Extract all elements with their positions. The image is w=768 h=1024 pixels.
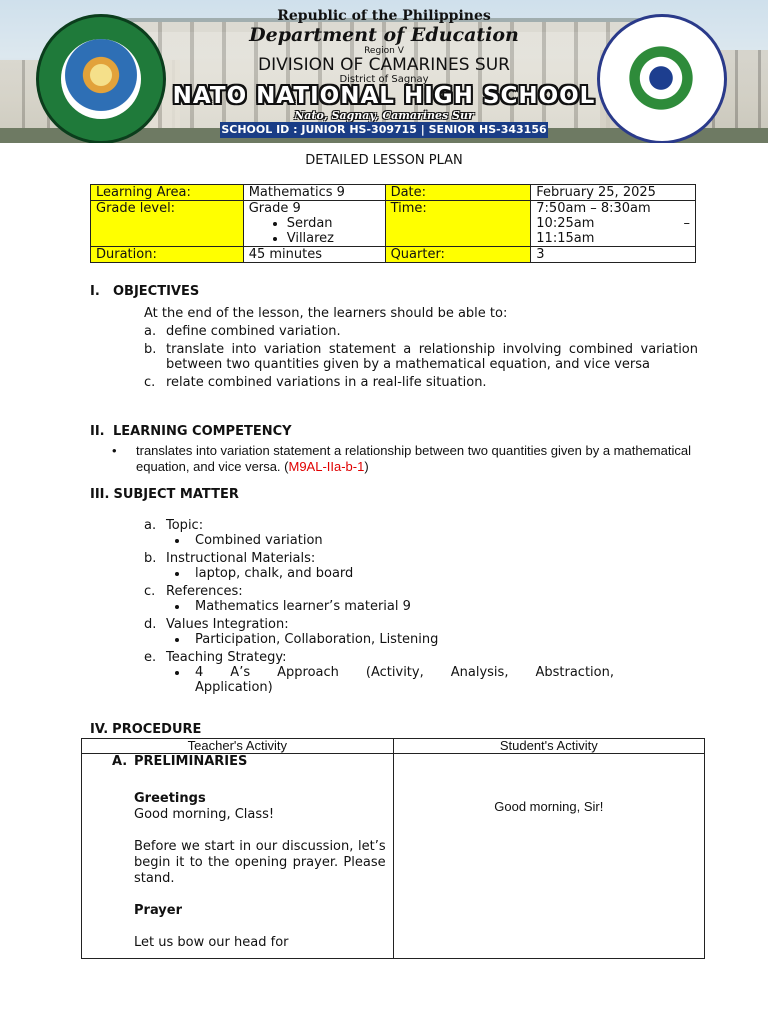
page-title: DETAILED LESSON PLAN <box>305 153 463 168</box>
greetings-text: Good morning, Class! <box>134 807 275 822</box>
list-item <box>144 324 698 339</box>
item-text: define combined variation. <box>166 324 341 339</box>
item-label: Values Integration: <box>166 617 289 632</box>
item-letter: a. <box>144 324 157 339</box>
list-item <box>144 551 614 581</box>
time-slot-2-end: 11:15am <box>536 231 595 246</box>
bullet-item: • laptop, chalk, and board <box>189 566 614 581</box>
header-republic: Republic of the Philippines <box>277 8 491 24</box>
procedure-heading <box>90 722 201 737</box>
section-title: PROCEDURE <box>112 722 202 737</box>
header-division: DIVISION OF CAMARINES SUR <box>258 55 510 75</box>
grade-cell <box>243 201 385 247</box>
grade-value: Grade 9 <box>248 201 301 216</box>
section-number: I. <box>90 284 100 299</box>
bullet-list <box>144 632 614 647</box>
bullet-item: • Combined variation <box>189 533 614 548</box>
header-region: Region V <box>364 46 404 56</box>
competency-code: M9AL-IIa-b-1 <box>288 459 365 474</box>
info-row <box>91 247 696 263</box>
duration-label: Duration: <box>91 247 244 263</box>
section-title: OBJECTIVES <box>113 284 200 299</box>
item-letter: c. <box>144 375 156 390</box>
section-number: IV. <box>90 722 109 737</box>
learning-area-value: Mathematics 9 <box>243 185 385 201</box>
bullet-list <box>144 566 614 581</box>
competency-heading <box>90 424 292 439</box>
student-activity-header: Student's Activity <box>393 739 704 754</box>
student-activity-cell <box>393 754 704 959</box>
time-label: Time: <box>385 201 531 247</box>
bullet-item: • Participation, Collaboration, Listening <box>189 632 614 647</box>
competency-text <box>136 443 700 475</box>
bullet-list <box>144 665 614 695</box>
date-value: February 25, 2025 <box>531 185 696 201</box>
subject-matter-heading <box>90 487 239 502</box>
item-label: Instructional Materials: <box>166 551 316 566</box>
item-letter: c. <box>144 584 156 599</box>
item-letter: b. <box>144 551 157 566</box>
list-item <box>144 375 698 390</box>
preliminaries-heading <box>112 754 386 769</box>
student-reply: Good morning, Sir! <box>494 799 604 814</box>
subject-matter-list <box>144 518 614 695</box>
list-item <box>144 342 698 372</box>
teacher-activity-header: Teacher's Activity <box>82 739 394 754</box>
header-school-name: NATO NATIONAL HIGH SCHOOL <box>172 83 596 109</box>
list-item <box>144 650 614 695</box>
objectives-heading <box>90 284 199 299</box>
prayer-heading: Prayer <box>134 903 183 918</box>
list-item <box>144 518 614 548</box>
objectives-intro: At the end of the lesson, the learners should be able to: <box>144 306 508 321</box>
header-banner <box>0 0 768 143</box>
opening-prayer-text: Before we start in our discussion, let’s begin it to the opening prayer. Please stand. <box>134 839 386 886</box>
header-deped: Department of Education <box>249 24 519 46</box>
procedure-table <box>81 738 705 959</box>
competency-item <box>112 443 700 475</box>
prayer-text: Let us bow our head for <box>134 935 289 950</box>
section-list <box>249 216 380 246</box>
greetings-heading: Greetings <box>134 791 206 806</box>
time-slot-1: 7:50am – 8:30am <box>536 201 651 216</box>
item-letter: d. <box>144 617 157 632</box>
time-cell <box>531 201 696 247</box>
quarter-value: 3 <box>531 247 696 263</box>
item-letter: e. <box>144 650 157 665</box>
competency-statement: translates into variation statement a relationship between two quantities given by a mathematical equation, and vice versa. ( <box>136 443 691 474</box>
time-slot-2-dash: – <box>683 216 690 231</box>
item-letter: a. <box>144 518 157 533</box>
time-slot-2 <box>536 216 690 231</box>
section-item: • Villarez <box>287 231 380 246</box>
table-row <box>82 754 705 959</box>
objectives-list <box>144 324 698 393</box>
bullet-icon: • <box>112 443 117 458</box>
competency-close: ) <box>364 459 369 474</box>
lesson-info-table <box>90 184 696 263</box>
info-row <box>91 201 696 247</box>
section-number: III. <box>90 487 110 502</box>
info-row <box>91 185 696 201</box>
header-address: Nato, Sagnay, Camarines Sur <box>294 109 474 122</box>
section-title: SUBJECT MATTER <box>113 487 239 502</box>
bullet-list <box>144 533 614 548</box>
bullet-list <box>144 599 614 614</box>
bullet-item: • Mathematics learner’s material 9 <box>189 599 614 614</box>
grade-label: Grade level: <box>91 201 244 247</box>
time-slot-2-start: 10:25am <box>536 216 595 231</box>
section-title: LEARNING COMPETENCY <box>113 424 292 439</box>
item-letter: A. <box>112 754 128 769</box>
quarter-label: Quarter: <box>385 247 531 263</box>
header-district: District of Sagnay <box>339 74 429 85</box>
list-item <box>144 617 614 647</box>
section-number: II. <box>90 424 105 439</box>
preliminaries-title: PRELIMINARIES <box>134 754 248 769</box>
header-school-id: SCHOOL ID : JUNIOR HS-309715 | SENIOR HS-343156 <box>221 123 547 136</box>
date-label: Date: <box>385 185 531 201</box>
item-letter: b. <box>144 342 157 357</box>
item-label: References: <box>166 584 243 599</box>
duration-value: 45 minutes <box>243 247 385 263</box>
bullet-item: • 4 A’s Approach (Activity, Analysis, Abstraction, Application) <box>189 665 614 695</box>
section-item: • Serdan <box>287 216 380 231</box>
list-item <box>144 584 614 614</box>
learning-area-label: Learning Area: <box>91 185 244 201</box>
item-text: relate combined variations in a real-life situation. <box>166 375 487 390</box>
table-header-row <box>82 739 705 754</box>
item-text: translate into variation statement a relationship involving combined variation between two quantities given by a mathematical equation, and vice versa <box>166 342 698 372</box>
item-label: Teaching Strategy: <box>166 650 287 665</box>
item-label: Topic: <box>166 518 204 533</box>
teacher-activity-cell <box>82 754 394 959</box>
